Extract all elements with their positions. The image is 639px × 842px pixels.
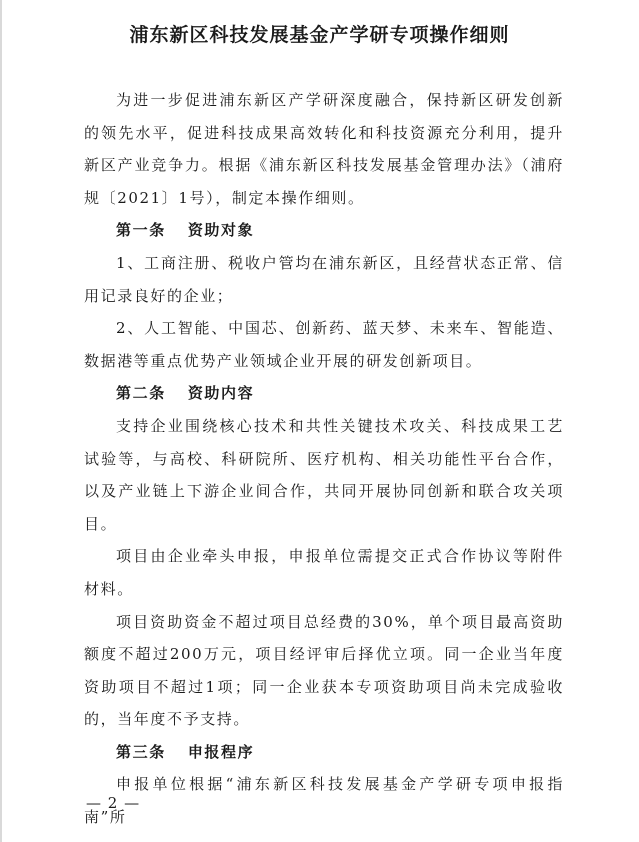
article-3-heading — [84, 736, 564, 769]
article-2-paragraph: 项目由企业牵头申报，申报单位需提交正式合作协议等附件材料。 — [84, 547, 564, 598]
page-number: — 2 — — [86, 794, 141, 812]
article-3-title: 申报程序 — [187, 742, 255, 761]
article-2-number: 第二条 — [116, 384, 166, 403]
article-3-number: 第三条 — [116, 742, 166, 761]
intro-paragraph: 为进一步促进浦东新区产学研深度融合，保持新区研发创新的领先水平，促进科技成果高效转化和科技资源充分利用，提升新区产业竞争力。根据《浦东新区科技发展基金管理办法》（浦府规〔2021〕1号），制定本操作细则。 — [84, 91, 564, 207]
document-title: 浦东新区科技发展基金产学研专项操作细则 — [129, 24, 510, 46]
article-1-item: 1、工商注册、税收户管均在浦东新区，且经营状态正常、信用记录良好的企业； — [84, 253, 564, 305]
article-1-title: 资助对象 — [187, 221, 255, 240]
article-1-number: 第一条 — [116, 221, 166, 240]
document-body — [84, 84, 564, 834]
article-2-paragraph: 支持企业围绕核心技术和共性关键技术攻关、科技成果工艺试验等，与高校、科研院所、医疗机构、相关功能性平台合作，以及产业链上下游企业间合作，共同开展协同创新和联合攻关项目。 — [84, 416, 564, 533]
article-1-heading — [84, 214, 564, 247]
article-2-paragraph: 项目资助资金不超过项目总经费的30%，单个项目最高资助额度不超过200万元，项目经评审后择优立项。同一企业当年度资助项目不超过1项；同一企业获本专项资助项目尚未完成验收的，当年度不予支持。 — [84, 612, 564, 729]
article-1-item: 2、人工智能、中国芯、创新药、蓝天梦、未来车、智能造、数据港等重点优势产业领域企业开展的研发创新项目。 — [84, 319, 564, 370]
article-2-heading — [84, 377, 564, 410]
article-2-title: 资助内容 — [187, 384, 255, 403]
article-3-paragraph: 申报单位根据“浦东新区科技发展基金产学研专项申报指南”所 — [84, 775, 564, 827]
